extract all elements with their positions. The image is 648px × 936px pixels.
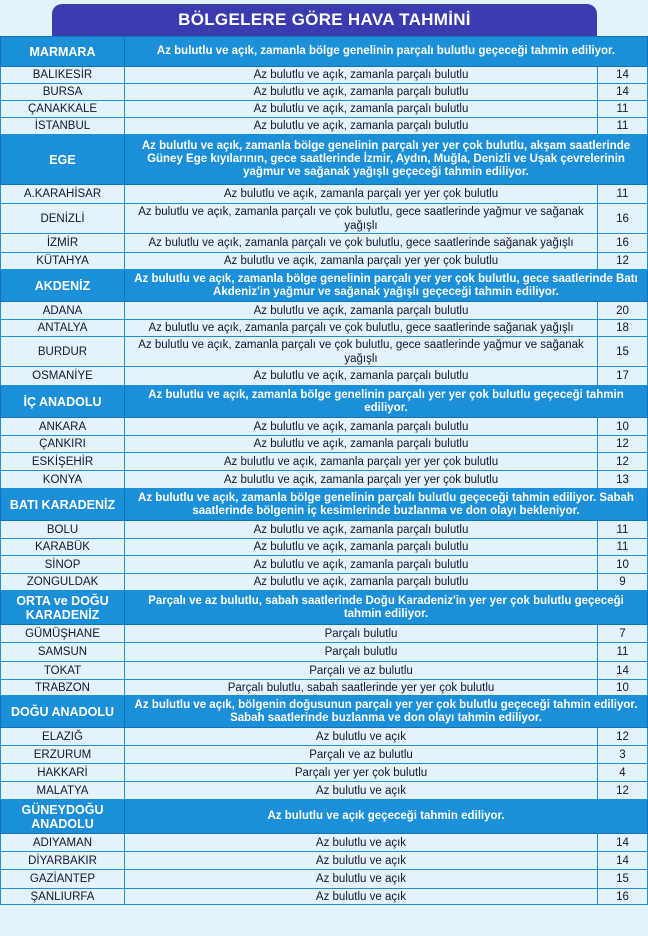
region-description: Az bulutlu ve açık, bölgenin doğusunun parçalı yer yer çok bulutlu geçeceği tahmin ediliyor. Sabah saatlerinde buzlanma ve don olayı tahmin ediliyor. (125, 696, 648, 728)
city-row (1, 253, 648, 270)
city-forecast: Az bulutlu ve açık, zamanla parçalı bulutlu (125, 574, 598, 591)
city-name: KÜTAHYA (1, 253, 125, 270)
city-name: ELAZIĞ (1, 728, 125, 746)
city-temperature: 15 (598, 870, 648, 889)
city-temperature: 12 (598, 436, 648, 453)
city-name: TRABZON (1, 680, 125, 696)
city-temperature: 11 (598, 521, 648, 539)
region-header-row (1, 386, 648, 418)
city-name: BURSA (1, 84, 125, 101)
city-name: DENİZLİ (1, 204, 125, 234)
city-temperature: 12 (598, 728, 648, 746)
city-temperature: 14 (598, 84, 648, 101)
city-temperature: 14 (598, 662, 648, 680)
city-temperature: 10 (598, 680, 648, 696)
city-row (1, 746, 648, 764)
city-name: TOKAT (1, 662, 125, 680)
city-row (1, 101, 648, 118)
city-temperature: 17 (598, 367, 648, 386)
city-row (1, 852, 648, 870)
city-name: İZMİR (1, 234, 125, 253)
region-name: GÜNEYDOĞU ANADOLU (1, 800, 125, 834)
city-name: ANKARA (1, 418, 125, 436)
city-row (1, 302, 648, 320)
city-temperature: 14 (598, 834, 648, 852)
city-temperature: 11 (598, 643, 648, 662)
city-forecast: Az bulutlu ve açık, zamanla parçalı bulutlu (125, 556, 598, 574)
city-temperature: 15 (598, 337, 648, 367)
city-forecast: Az bulutlu ve açık (125, 852, 598, 870)
city-forecast: Az bulutlu ve açık, zamanla parçalı ve çok bulutlu, gece saatlerinde yağmur ve sağanak yağışlı (125, 337, 598, 367)
city-row (1, 521, 648, 539)
city-forecast: Az bulutlu ve açık, zamanla parçalı bulutlu (125, 84, 598, 101)
region-description: Az bulutlu ve açık geçeceği tahmin ediliyor. (125, 800, 648, 834)
region-name: ORTA ve DOĞU KARADENİZ (1, 591, 125, 625)
city-forecast: Az bulutlu ve açık, zamanla parçalı bulutlu (125, 118, 598, 135)
city-row (1, 185, 648, 204)
city-row (1, 84, 648, 101)
city-row (1, 320, 648, 337)
city-name: ADANA (1, 302, 125, 320)
city-name: KONYA (1, 471, 125, 489)
city-row (1, 453, 648, 471)
city-forecast: Az bulutlu ve açık (125, 834, 598, 852)
city-name: A.KARAHİSAR (1, 185, 125, 204)
region-header-row (1, 37, 648, 67)
city-temperature: 7 (598, 625, 648, 643)
region-description: Az bulutlu ve açık, zamanla bölge genelinin parçalı yer yer çok bulutlu, gece saatlerinde Batı Akdeniz'in yağmur ve sağanak yağışlı geçeceği tahmin ediliyor. (125, 270, 648, 302)
city-name: ERZURUM (1, 746, 125, 764)
city-temperature: 4 (598, 764, 648, 782)
city-row (1, 418, 648, 436)
region-description: Az bulutlu ve açık, zamanla bölge genelinin parçalı bulutlu geçeceği tahmin ediliyor. Sabah saatlerinde bölgenin iç kesimlerinde buzlanma ve don olayı bekleniyor. (125, 489, 648, 521)
city-name: İSTANBUL (1, 118, 125, 135)
city-forecast: Az bulutlu ve açık (125, 870, 598, 889)
city-temperature: 18 (598, 320, 648, 337)
city-temperature: 10 (598, 556, 648, 574)
city-row (1, 204, 648, 234)
city-forecast: Az bulutlu ve açık (125, 782, 598, 800)
city-row (1, 680, 648, 696)
city-forecast: Az bulutlu ve açık, zamanla parçalı yer yer çok bulutlu (125, 253, 598, 270)
city-temperature: 3 (598, 746, 648, 764)
city-name: BURDUR (1, 337, 125, 367)
city-name: ŞANLIURFA (1, 889, 125, 905)
city-row (1, 889, 648, 905)
city-temperature: 12 (598, 453, 648, 471)
city-name: ÇANKIRI (1, 436, 125, 453)
city-name: ESKİŞEHİR (1, 453, 125, 471)
city-row (1, 471, 648, 489)
city-temperature: 20 (598, 302, 648, 320)
city-name: BOLU (1, 521, 125, 539)
city-temperature: 14 (598, 852, 648, 870)
city-temperature: 12 (598, 253, 648, 270)
region-name: BATI KARADENİZ (1, 489, 125, 521)
city-name: HAKKARİ (1, 764, 125, 782)
city-forecast: Parçalı bulutlu (125, 643, 598, 662)
city-temperature: 9 (598, 574, 648, 591)
city-temperature: 16 (598, 234, 648, 253)
city-row (1, 643, 648, 662)
city-forecast: Az bulutlu ve açık, zamanla parçalı bulutlu (125, 101, 598, 118)
city-row (1, 728, 648, 746)
city-row (1, 337, 648, 367)
region-name: EGE (1, 135, 125, 185)
city-forecast: Az bulutlu ve açık, zamanla parçalı bulutlu (125, 67, 598, 84)
city-name: KARABÜK (1, 539, 125, 556)
city-row (1, 436, 648, 453)
region-header-row (1, 270, 648, 302)
city-temperature: 11 (598, 101, 648, 118)
city-name: ÇANAKKALE (1, 101, 125, 118)
city-name: GAZİANTEP (1, 870, 125, 889)
city-forecast: Parçalı ve az bulutlu (125, 662, 598, 680)
region-header-row (1, 696, 648, 728)
city-row (1, 118, 648, 135)
city-name: ZONGULDAK (1, 574, 125, 591)
city-forecast: Az bulutlu ve açık, zamanla parçalı ve çok bulutlu, gece saatlerinde yağmur ve sağanak yağışlı (125, 204, 598, 234)
city-row (1, 234, 648, 253)
city-name: BALIKESİR (1, 67, 125, 84)
city-temperature: 11 (598, 539, 648, 556)
city-row (1, 870, 648, 889)
city-temperature: 11 (598, 118, 648, 135)
city-temperature: 16 (598, 889, 648, 905)
city-row (1, 67, 648, 84)
city-row (1, 662, 648, 680)
city-name: SİNOP (1, 556, 125, 574)
city-forecast: Az bulutlu ve açık, zamanla parçalı ve çok bulutlu, gece saatlerinde sağanak yağışlı (125, 320, 598, 337)
region-name: AKDENİZ (1, 270, 125, 302)
city-row (1, 782, 648, 800)
city-forecast: Az bulutlu ve açık, zamanla parçalı bulutlu (125, 302, 598, 320)
city-forecast: Az bulutlu ve açık, zamanla parçalı yer yer çok bulutlu (125, 471, 598, 489)
region-header-row (1, 591, 648, 625)
city-name: MALATYA (1, 782, 125, 800)
city-name: ADIYAMAN (1, 834, 125, 852)
city-temperature: 14 (598, 67, 648, 84)
region-header-row (1, 489, 648, 521)
city-forecast: Az bulutlu ve açık, zamanla parçalı bulutlu (125, 418, 598, 436)
city-forecast: Az bulutlu ve açık, zamanla parçalı bulutlu (125, 521, 598, 539)
city-forecast: Az bulutlu ve açık, zamanla parçalı yer yer çok bulutlu (125, 453, 598, 471)
region-header-row (1, 135, 648, 185)
city-row (1, 539, 648, 556)
region-name: MARMARA (1, 37, 125, 67)
region-header-row (1, 800, 648, 834)
page-title: BÖLGELERE GÖRE HAVA TAHMİNİ (52, 4, 597, 36)
city-name: ANTALYA (1, 320, 125, 337)
city-forecast: Parçalı yer yer çok bulutlu (125, 764, 598, 782)
region-description: Az bulutlu ve açık, zamanla bölge genelinin parçalı yer yer çok bulutlu geçeceği tahmin ediliyor. (125, 386, 648, 418)
city-name: SAMSUN (1, 643, 125, 662)
city-row (1, 764, 648, 782)
region-description: Az bulutlu ve açık, zamanla bölge genelinin parçalı yer yer çok bulutlu, akşam saatlerinde Güney Ege kıyılarının, gece saatlerinde İzmir, Aydın, Muğla, Denizli ve Uşak çevrelerinin yağmur ve sağanak yağışlı geçeceği tahmin ediliyor. (125, 135, 648, 185)
city-row (1, 625, 648, 643)
city-forecast: Az bulutlu ve açık (125, 728, 598, 746)
city-temperature: 11 (598, 185, 648, 204)
city-forecast: Parçalı ve az bulutlu (125, 746, 598, 764)
city-name: GÜMÜŞHANE (1, 625, 125, 643)
region-name: İÇ ANADOLU (1, 386, 125, 418)
city-forecast: Az bulutlu ve açık, zamanla parçalı ve çok bulutlu, gece saatlerinde sağanak yağışlı (125, 234, 598, 253)
city-forecast: Az bulutlu ve açık, zamanla parçalı bulutlu (125, 436, 598, 453)
forecast-table (0, 36, 648, 905)
city-row (1, 574, 648, 591)
city-temperature: 10 (598, 418, 648, 436)
city-forecast: Az bulutlu ve açık, zamanla parçalı yer yer çok bulutlu (125, 185, 598, 204)
city-name: OSMANİYE (1, 367, 125, 386)
city-forecast: Az bulutlu ve açık (125, 889, 598, 905)
city-row (1, 367, 648, 386)
region-name: DOĞU ANADOLU (1, 696, 125, 728)
city-temperature: 13 (598, 471, 648, 489)
city-row (1, 556, 648, 574)
region-description: Parçalı ve az bulutlu, sabah saatlerinde Doğu Karadeniz'in yer yer çok bulutlu geçeceği tahmin ediliyor. (125, 591, 648, 625)
city-row (1, 834, 648, 852)
city-forecast: Az bulutlu ve açık, zamanla parçalı bulutlu (125, 539, 598, 556)
city-forecast: Parçalı bulutlu (125, 625, 598, 643)
region-description: Az bulutlu ve açık, zamanla bölge genelinin parçalı bulutlu geçeceği tahmin ediliyor. (125, 37, 648, 67)
city-forecast: Parçalı bulutlu, sabah saatlerinde yer yer çok bulutlu (125, 680, 598, 696)
city-name: DİYARBAKIR (1, 852, 125, 870)
city-temperature: 16 (598, 204, 648, 234)
city-temperature: 12 (598, 782, 648, 800)
city-forecast: Az bulutlu ve açık, zamanla parçalı bulutlu (125, 367, 598, 386)
